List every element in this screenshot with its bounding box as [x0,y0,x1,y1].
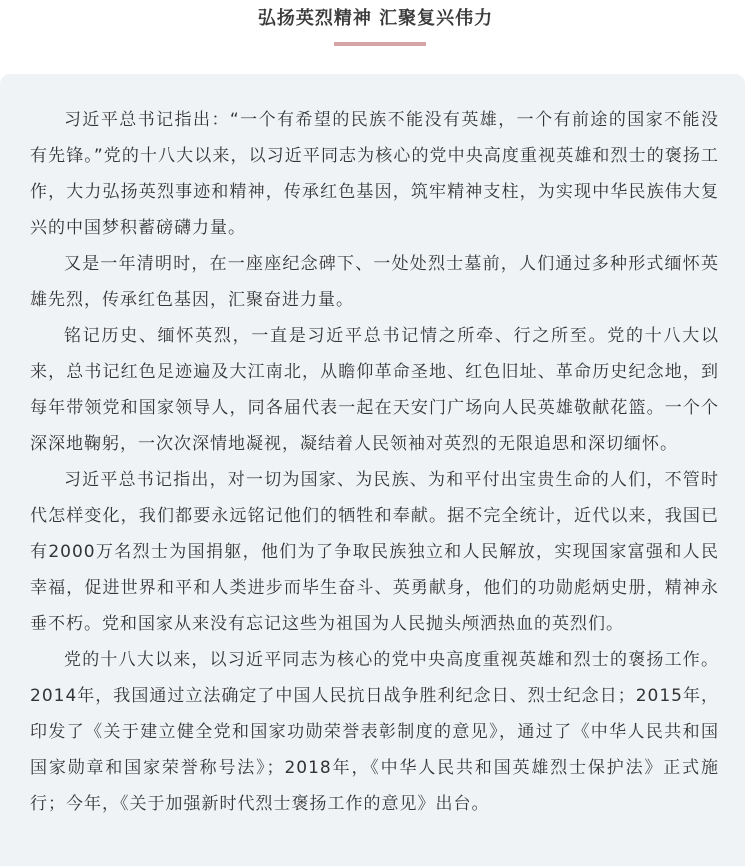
title-underline [334,42,426,46]
paragraph-1: 习近平总书记指出：“一个有希望的民族不能没有英雄，一个有前途的国家不能没有先锋。”党的十八大以来，以习近平同志为核心的党中央高度重视英雄和烈士的褒扬工作，大力弘扬英烈事迹和精神，传承红色基因，筑牢精神支柱，为实现中华民族伟大复兴的中国梦积蓄磅礴力量。 [30,110,719,238]
paragraph-5: 党的十八大以来，以习近平同志为核心的党中央高度重视英雄和烈士的褒扬工作。2014年，我国通过立法确定了中国人民抗日战争胜利纪念日、烈士纪念日；2015年，印发了《关于建立健全党和国家功勋荣誉表彰制度的意见》，通过了《中华人民共和国国家勋章和国家荣誉称号法》；2018年，《中华人民共和国英雄烈士保护法》正式施行；今年，《关于加强新时代烈士褒扬工作的意见》出台。 [30,650,719,814]
paragraph-2: 又是一年清明时，在一座座纪念碑下、一处处烈士墓前，人们通过多种形式缅怀英雄先烈，传承红色基因，汇聚奋进力量。 [30,254,719,310]
article-title: 弘扬英烈精神 汇聚复兴伟力 [257,8,494,29]
paragraph-4: 习近平总书记指出，对一切为国家、为民族、为和平付出宝贵生命的人们，不管时代怎样变化，我们都要永远铭记他们的牺牲和奉献。据不完全统计，近代以来，我国已有2000万名烈士为国捐躯，他们为了争取民族独立和人民解放，实现国家富强和人民幸福，促进世界和平和人类进步而毕生奋斗、英勇献身，他们的功勋彪炳史册，精神永垂不朽。党和国家从来没有忘记这些为祖国为人民抛头颅洒热血的英烈们。 [30,470,719,634]
article-body [0,74,745,866]
paragraph-3: 铭记历史、缅怀英烈，一直是习近平总书记情之所牵、行之所至。党的十八大以来，总书记红色足迹遍及大江南北，从瞻仰革命圣地、红色旧址、革命历史纪念地，到每年带领党和国家领导人，同各届代表一起在天安门广场向人民英雄敬献花篮。一个个深深地鞠躬，一次次深情地凝视，凝结着人民领袖对英烈的无限追思和深切缅怀。 [30,326,719,454]
